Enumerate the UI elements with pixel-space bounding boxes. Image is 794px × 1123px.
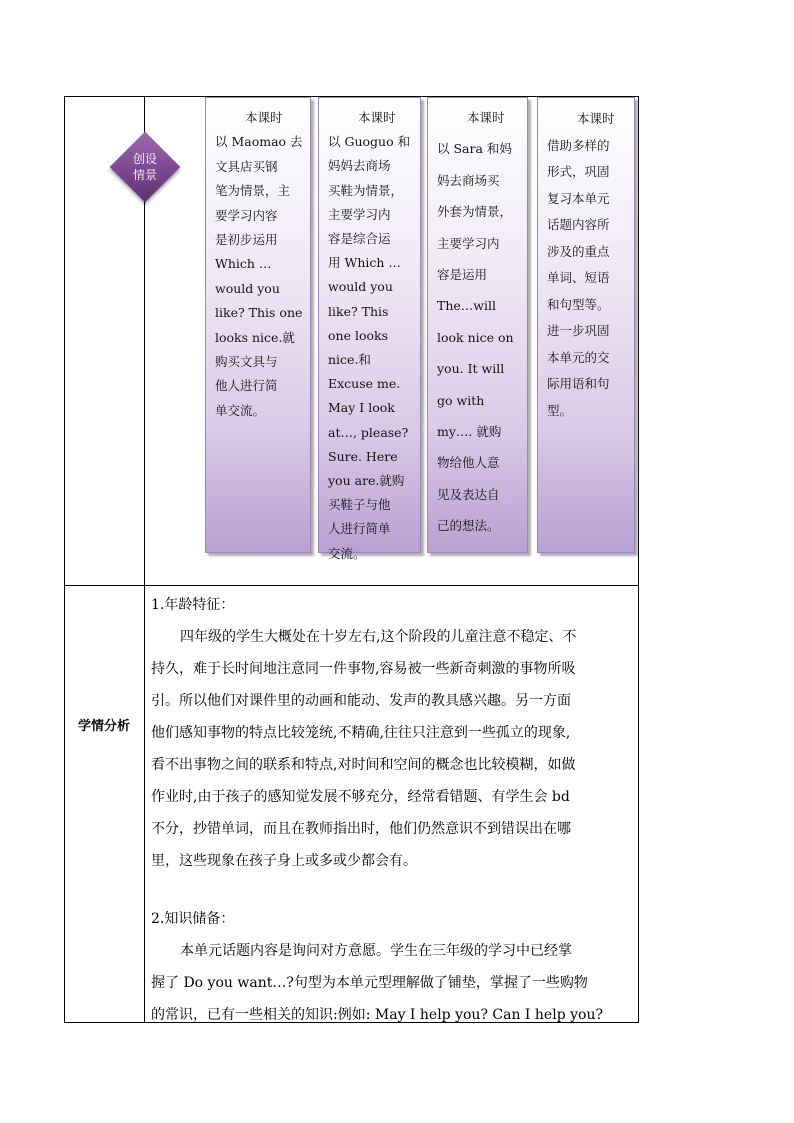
diamond-label-line-1: 创设 (132, 152, 157, 166)
card-line: 文具店买钢 (215, 158, 278, 174)
analysis-label: 学情分析 (77, 719, 130, 734)
card-line: 主要学习内 (437, 235, 500, 251)
card-line: 人进行简单 (328, 521, 391, 537)
card-line: 妈去商场买 (437, 172, 500, 188)
card-line: May I look (328, 400, 395, 416)
paragraph-line: 看不出事物之间的联系和特点,对时间和空间的概念也比较模糊，如做 (151, 757, 576, 773)
column-divider (144, 96, 145, 1023)
card-line: look nice on (437, 329, 514, 345)
card-line: 涉及的重点 (547, 243, 610, 259)
card-line: 本课时 (577, 111, 615, 126)
row-divider (64, 585, 639, 586)
lesson-card-1 (205, 97, 311, 553)
paragraph-gap (151, 877, 635, 903)
card-line: 买鞋为情景， (328, 182, 404, 198)
card-line: 以 Guoguo 和 (328, 134, 411, 150)
section-title-knowledge: 2.知识储备： (151, 911, 235, 927)
card-line: 主要学习内 (328, 206, 391, 222)
card-line: 他人进行简 (215, 378, 278, 394)
paragraph-line: 四年级的学生大概处在十岁左右,这个阶段的儿童注意不稳定、不 (180, 629, 577, 645)
card-line: 交流。 (328, 545, 366, 561)
diamond-label-line-2: 情景 (132, 168, 157, 182)
card-line: like? This one (215, 305, 303, 321)
card-line: one looks (328, 327, 388, 343)
card-line: 型。 (547, 402, 573, 418)
card-line: looks nice.就 (215, 329, 295, 345)
card-line: 外套为情景， (437, 204, 513, 220)
card-line: Which … (215, 256, 272, 272)
section-title-age: 1.年龄特征： (151, 597, 235, 613)
card-line: 话题内容所 (547, 217, 610, 232)
card-line: would you (328, 279, 393, 295)
card-line: 物给他人意 (437, 455, 500, 471)
card-line: 际用语和句 (547, 376, 610, 391)
card-line: 本课时 (467, 110, 505, 125)
diamond-label (107, 151, 183, 183)
lesson-card-3 (427, 97, 528, 553)
card-line: at…, please? (328, 424, 409, 440)
analysis-body (151, 589, 635, 1031)
paragraph-line: 的常识，已有一些相关的知识:例如: May I help you? Can I help you? (151, 1007, 603, 1023)
card-line: The…will (437, 298, 496, 314)
card-line: 用 Which … (328, 255, 401, 271)
card-line: 形式，巩固 (547, 164, 610, 179)
scenario-diamond (107, 129, 183, 205)
paragraph-line: 里，这些现象在孩子身上或多或少都会有。 (151, 853, 417, 869)
card-line: like? This (328, 303, 389, 319)
card-line: Excuse me. (328, 376, 401, 392)
card-line: Sure. Here (328, 448, 398, 464)
card-line: would you (215, 280, 280, 296)
card-line: my…. 就购 (437, 424, 502, 440)
card-line: 进一步巩固 (547, 323, 610, 338)
card-line: 本课时 (358, 110, 396, 125)
card-line: 是初步运用 (215, 232, 278, 248)
card-line: 和句型等。 (547, 296, 610, 312)
card-line: 容是综合运 (328, 231, 391, 247)
lesson-card-2 (318, 97, 421, 561)
paragraph-line: 本单元话题内容是询问对方意愿。学生在三年级的学习中已经掌 (180, 943, 572, 959)
card-line: 要学习内容 (215, 207, 278, 223)
paragraph-line: 引。所以他们对课件里的动画和能动、发声的教具感兴趣。另一方面 (151, 693, 571, 709)
card-line: 笔为情景，主 (215, 183, 291, 199)
card-line: 复习本单元 (547, 190, 610, 206)
card-line: 以 Sara 和妈 (437, 141, 512, 157)
card-line: 单词、短语 (547, 270, 610, 285)
paragraph-line: 持久，难于长时间地注意同一件事物,容易被一些新奇刺激的事物所吸 (151, 661, 576, 677)
card-line: you are.就购 (328, 473, 405, 489)
card-line: 容是运用 (437, 267, 488, 283)
paragraph-line: 作业时,由于孩子的感知觉发展不够充分，经常看错题、有学生会 bd (151, 789, 570, 805)
card-line: 单交流。 (215, 402, 266, 418)
card-line: nice.和 (328, 352, 371, 368)
paragraph-line: 握了 Do you want…?句型为本单元型理解做了铺垫，掌握了一些购物 (151, 975, 588, 991)
paragraph-line: 他们感知事物的特点比较笼统,不精确,往往只注意到一些孤立的现象, (151, 725, 571, 741)
card-line: 购买文具与 (215, 354, 278, 370)
card-line: 见及表达自 (437, 486, 500, 502)
card-line: go with (437, 392, 485, 408)
card-line: 买鞋子与他 (328, 497, 391, 513)
card-line: 以 Maomao 去 (215, 134, 303, 150)
card-line: you. It will (437, 361, 505, 377)
card-line: 本课时 (245, 110, 283, 125)
card-line: 妈妈去商场 (328, 158, 391, 174)
card-line: 本单元的交 (547, 349, 610, 365)
lesson-card-4 (537, 97, 635, 553)
card-line: 己的想法。 (437, 518, 500, 534)
card-line: 借助多样的 (547, 137, 610, 153)
paragraph-line: 不分，抄错单词，而且在教师指出时，他们仍然意识不到错误出在哪 (151, 821, 571, 837)
